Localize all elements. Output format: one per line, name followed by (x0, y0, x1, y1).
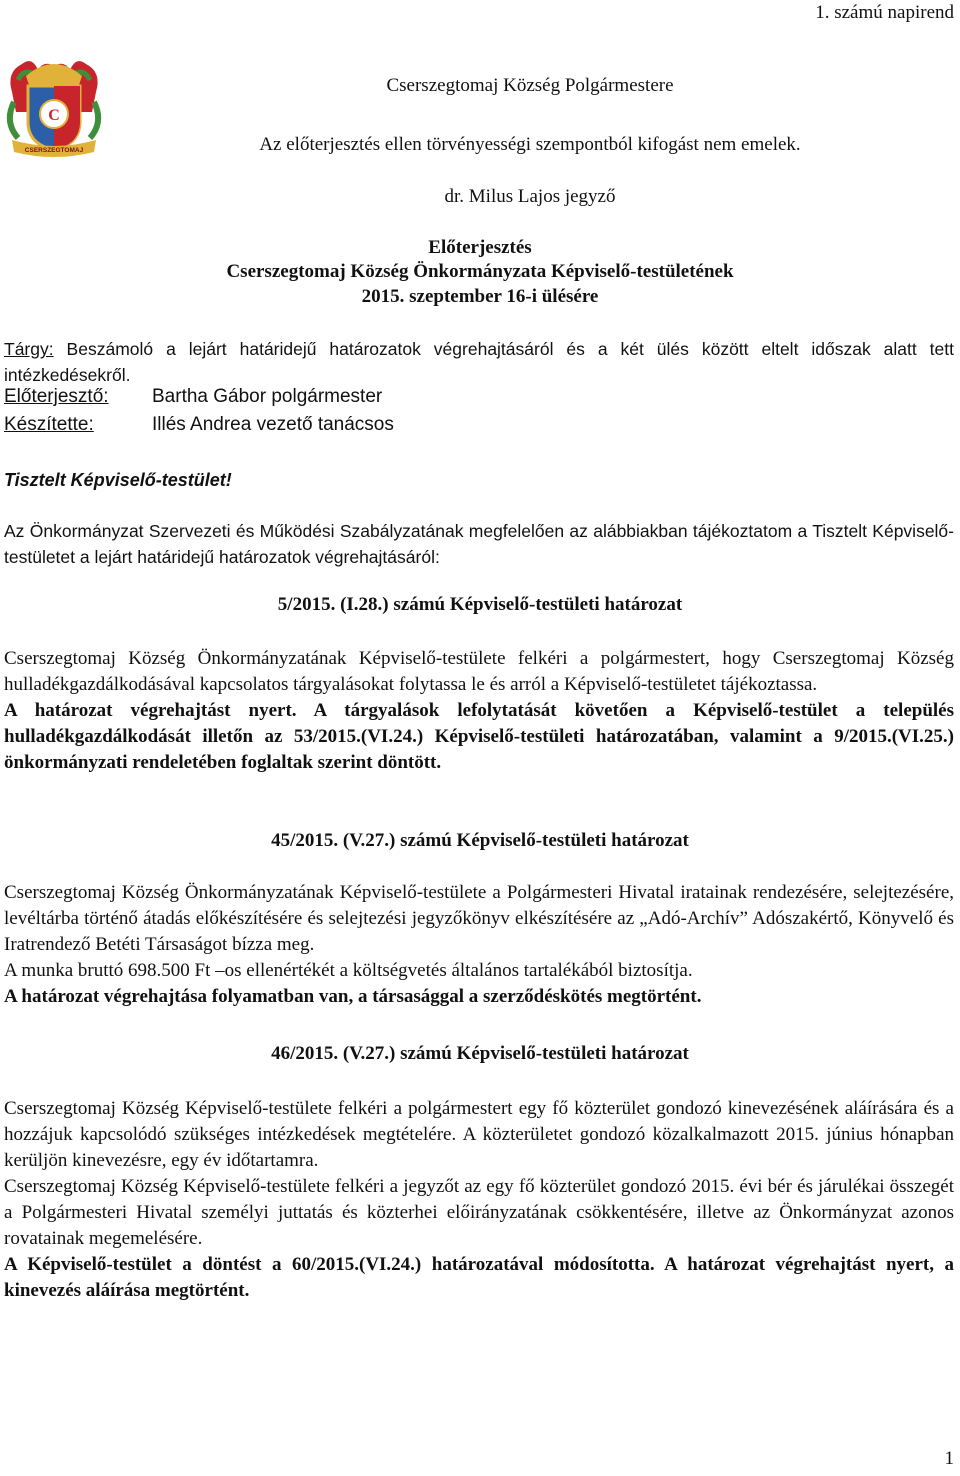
presenter-row (4, 386, 382, 408)
document-type: Előterjesztés (428, 237, 532, 258)
subject-text: Beszámoló a lejárt határidejű határozatok végrehajtásáról és a két ülés között eltelt időszak alatt tett intézkedésekről. (4, 339, 954, 385)
prepared-row (4, 414, 394, 436)
meeting-date: 2015. szeptember 16-i ülésére (361, 286, 599, 307)
resolution-1-title: 5/2015. (I.28.) számú Képviselő-testületi határozat (277, 594, 683, 615)
legality-note: Az előterjesztés ellen törvényességi szempontból kifogást nem emelek. (259, 134, 801, 155)
resolution-3-body (4, 1096, 954, 1304)
resolution-3-title: 46/2015. (V.27.) számú Képviselő-testületi határozat (271, 1043, 689, 1064)
resolution-1-text: Cserszegtomaj Község Önkormányzatának Képviselő-testülete felkéri a polgármestert, hogy Cserszegtomaj Község hulladékgazdálkodásával kapcsolatos tárgyalásokat folytassa le és arról a Képviselő-testületet tájékoztassa. (4, 648, 954, 695)
mayor-title: Cserszegtomaj Község Polgármestere (386, 75, 674, 96)
resolution-3-text: Cserszegtomaj Község Képviselő-testülete felkéri a polgármestert egy fő közterület gondozó kinevezésének aláírására és a hozzájuk kapcsolódó szükséges intézkedések megtételére. A közterületet gondozó közalkalmazott 2015. június hónapban kerüljön kinevezésre, egy év időtartamra. (4, 1098, 954, 1171)
subject (4, 336, 954, 388)
subject-label: Tárgy: (4, 339, 54, 359)
presenter-value: Bartha Gábor polgármester (152, 386, 383, 407)
intro-paragraph: Az Önkormányzat Szervezeti és Működési Szabályzatának megfelelően az alábbiakban tájékoztatom a Tisztelt Képviselő-testületet a lejárt határidejű határozatok végrehajtásáról: (4, 521, 954, 567)
svg-text:C: C (48, 107, 60, 124)
page-number: 1 (944, 1448, 954, 1469)
presenter-label: Előterjesztő: (4, 386, 109, 407)
notary-signature: dr. Milus Lajos jegyző (444, 186, 616, 207)
prepared-label: Készítette: (4, 414, 94, 435)
resolution-2-body (4, 880, 954, 1010)
resolution-2-title: 45/2015. (V.27.) számú Képviselő-testületi határozat (271, 830, 689, 851)
resolution-2-text: Cserszegtomaj Község Önkormányzatának Képviselő-testülete a Polgármesteri Hivatal iratainak rendezésére, selejtezésére, levéltárba történő átadás előkészítésére és selejtezési jegyzőkönyv elkészítésére az „Adó-Archív” Adószakértő, Könyvelő és Iratrendező Betéti Társaságot bízza meg. (4, 882, 954, 955)
prepared-value: Illés Andrea vezető tanácsos (152, 414, 394, 435)
greeting: Tisztelt Képviselő-testület! (4, 470, 232, 490)
resolution-3-status: A Képviselő-testület a döntést a 60/2015.(VI.24.) határozatával módosította. A határozat végrehajtást nyert, a kinevezés aláírása megtörtént. (4, 1254, 954, 1301)
svg-text:CSERSZEGTOMAJ: CSERSZEGTOMAJ (24, 147, 84, 154)
resolution-2-status: A határozat végrehajtása folyamatban van, a társasággal a szerződéskötés megtörtént. (4, 986, 702, 1007)
agenda-item-label: 1. számú napirend (815, 2, 954, 23)
resolution-1-body (4, 646, 954, 776)
resolution-3-text2: Cserszegtomaj Község Képviselő-testülete felkéri a jegyzőt az egy fő közterület gondozó 2015. évi bér és járulékai összegét a Polgármesteri Hivatal személyi juttatás és közterhei előirányzatának csökkentésére, illetve az Önkormányzat azonos rovatainak megemelésére. (4, 1176, 954, 1249)
resolution-2-text2: A munka bruttó 698.500 Ft –os ellenértékét a költségvetés általános tartalékából biztosítja. (4, 960, 693, 981)
body-name: Cserszegtomaj Község Önkormányzata Képviselő-testületének (226, 261, 734, 282)
resolution-1-status: A határozat végrehajtást nyert. A tárgyalások lefolytatását követően a Képviselő-testület a település hulladékgazdálkodását illetőn az 53/2015.(VI.24.) Képviselő-testületi határozatában, valamint a 9/2015.(VI.25.) önkormányzati rendeletében foglaltak szerint döntött. (4, 700, 954, 773)
